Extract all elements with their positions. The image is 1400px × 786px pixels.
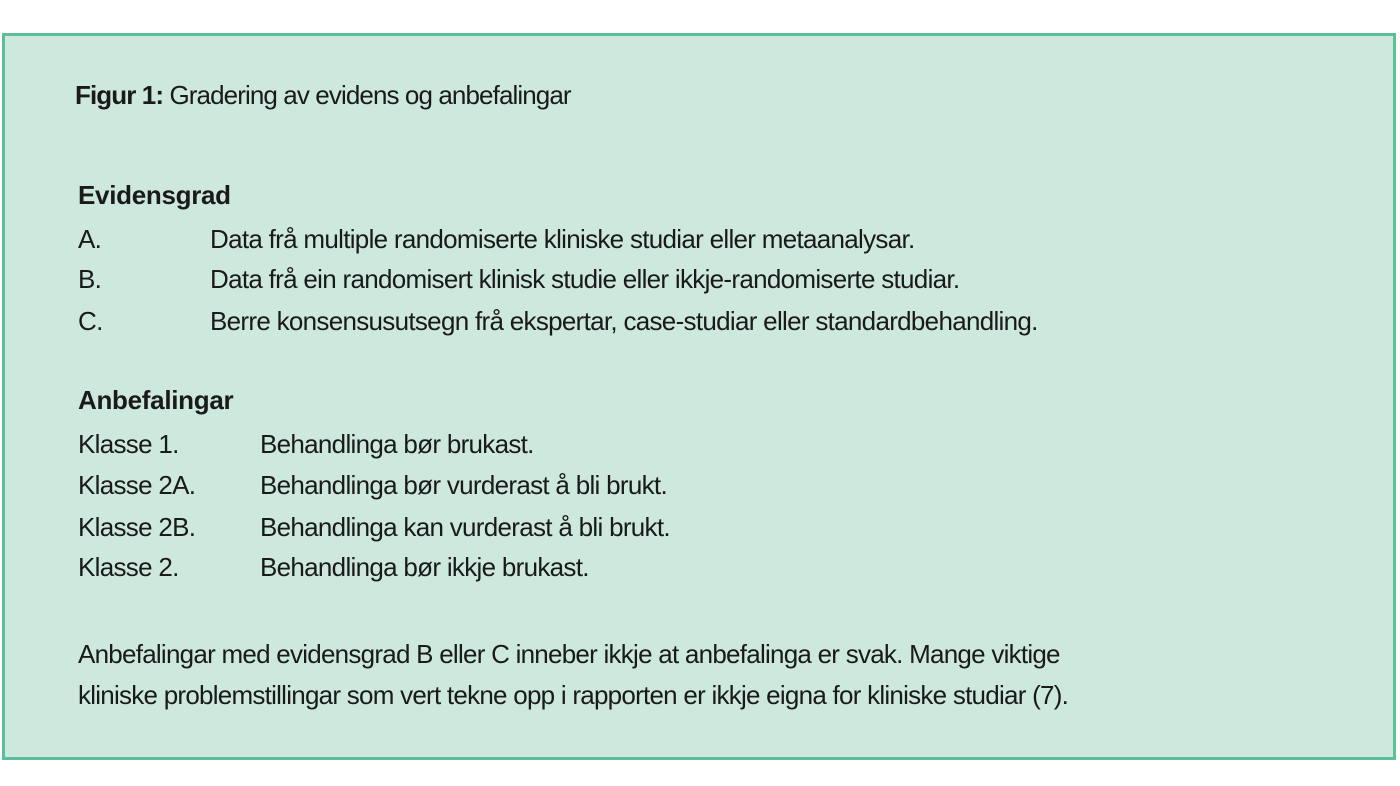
figure-caption-title: Gradering av evidens og anbefalingar: [169, 80, 571, 110]
figure-caption: [75, 80, 571, 111]
evidence-item-key: A.: [78, 224, 102, 254]
recommendation-item-text: Behandlinga bør vurderast å bli brukt.: [260, 470, 667, 500]
figure-note-line: kliniske problemstillingar som vert tekne opp i rapporten er ikkje eigna for kliniske studiar (7).: [78, 680, 1069, 710]
figure-note-line: Anbefalingar med evidensgrad B eller C inneber ikkje at anbefalinga er svak. Mange viktige: [78, 639, 1060, 669]
recommendation-item-text: Behandlinga bør ikkje brukast.: [260, 552, 589, 582]
figure-caption-label: Figur 1:: [75, 80, 164, 110]
evidence-item-text: Data frå multiple randomiserte kliniske studiar eller metaanalysar.: [210, 224, 915, 254]
recommendation-item-key: Klasse 2.: [78, 552, 179, 582]
figure-box: [2, 33, 1396, 760]
recommendation-item-text: Behandlinga bør brukast.: [260, 429, 534, 459]
recommendation-item-key: Klasse 2A.: [78, 470, 196, 500]
evidence-item-key: B.: [78, 264, 102, 294]
evidence-item-key: C.: [78, 306, 103, 336]
evidence-item-text: Berre konsensusutsegn frå ekspertar, case-studiar eller standardbehandling.: [210, 306, 1038, 336]
recommendation-item-key: Klasse 1.: [78, 429, 179, 459]
recommendation-section-title: Anbefalingar: [78, 385, 234, 415]
evidence-item-text: Data frå ein randomisert klinisk studie eller ikkje-randomiserte studiar.: [210, 264, 960, 294]
recommendation-item-text: Behandlinga kan vurderast å bli brukt.: [260, 512, 670, 542]
figure-note: [78, 634, 1368, 716]
evidence-section-title: Evidensgrad: [78, 180, 231, 210]
recommendation-item-key: Klasse 2B.: [78, 512, 196, 542]
